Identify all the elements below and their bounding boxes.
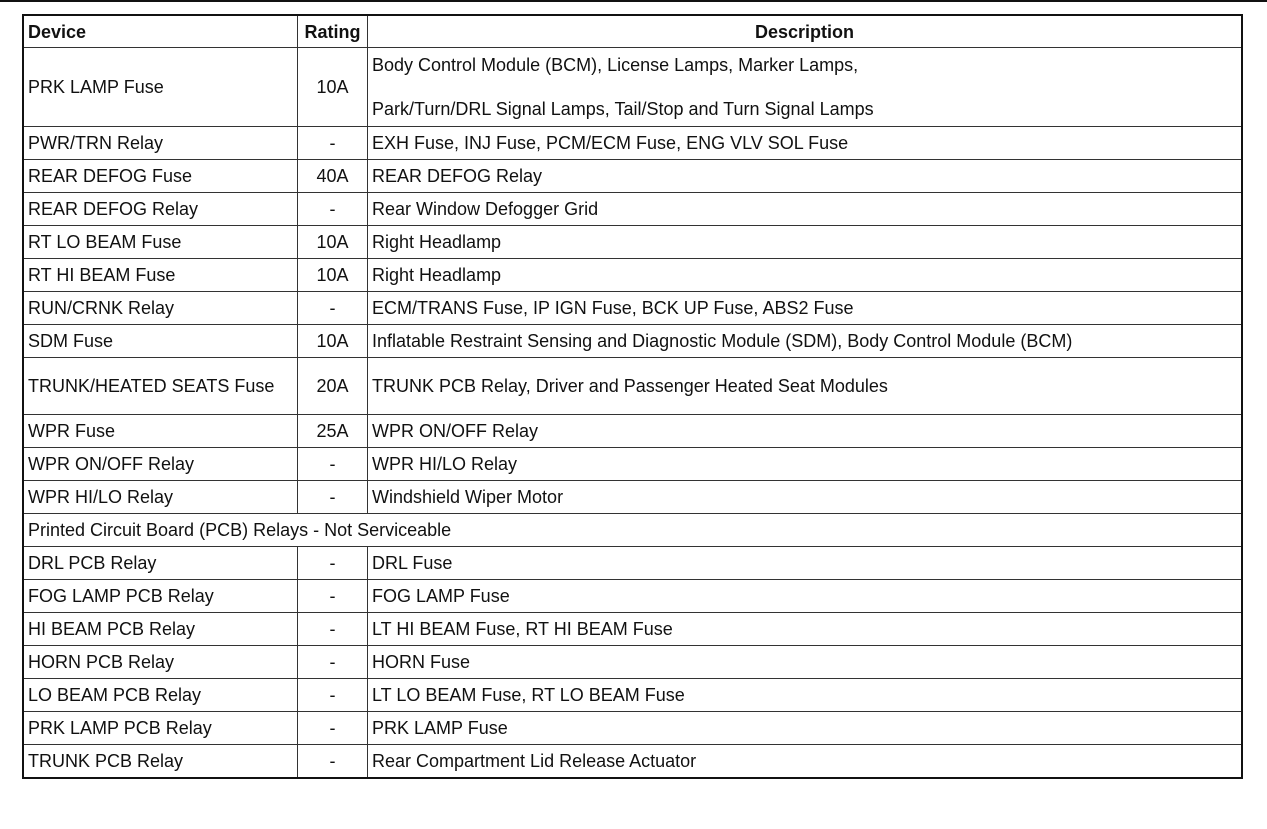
rating-cell: - [298,547,368,580]
table-body [23,48,1242,779]
description-cell: Windshield Wiper Motor [368,481,1243,514]
description-cell [368,48,1243,127]
rating-cell: 25A [298,415,368,448]
table-row [23,547,1242,580]
device-cell: HI BEAM PCB Relay [23,613,298,646]
section-heading: Printed Circuit Board (PCB) Relays - Not Serviceable [23,514,1242,547]
device-cell: TRUNK PCB Relay [23,745,298,779]
table-row [23,646,1242,679]
rating-cell: - [298,127,368,160]
rating-cell: - [298,679,368,712]
fuse-relay-table [22,14,1243,779]
header-rating: Rating [298,15,368,48]
rating-cell: 10A [298,226,368,259]
description-cell: LT HI BEAM Fuse, RT HI BEAM Fuse [368,613,1243,646]
table-row [23,259,1242,292]
description-cell: HORN Fuse [368,646,1243,679]
description-cell: WPR HI/LO Relay [368,448,1243,481]
rating-cell: - [298,292,368,325]
table-row [23,48,1242,127]
device-cell: PRK LAMP Fuse [23,48,298,127]
table-row [23,325,1242,358]
table-row [23,292,1242,325]
device-cell: RT LO BEAM Fuse [23,226,298,259]
table-row [23,226,1242,259]
header-row [23,15,1242,48]
rating-cell: 10A [298,48,368,127]
description-cell: Rear Compartment Lid Release Actuator [368,745,1243,779]
description-cell: Right Headlamp [368,259,1243,292]
section-row [23,514,1242,547]
table-row [23,193,1242,226]
device-cell: REAR DEFOG Fuse [23,160,298,193]
device-cell: WPR ON/OFF Relay [23,448,298,481]
description-cell: Rear Window Defogger Grid [368,193,1243,226]
description-cell: EXH Fuse, INJ Fuse, PCM/ECM Fuse, ENG VLV SOL Fuse [368,127,1243,160]
description-cell: FOG LAMP Fuse [368,580,1243,613]
description-cell: PRK LAMP Fuse [368,712,1243,745]
rating-cell: 20A [298,358,368,415]
rating-cell: - [298,745,368,779]
rating-cell: - [298,613,368,646]
header-description: Description [368,15,1243,48]
table-row [23,481,1242,514]
device-cell: RUN/CRNK Relay [23,292,298,325]
table-row [23,745,1242,779]
description-line: Park/Turn/DRL Signal Lamps, Tail/Stop and Turn Signal Lamps [372,99,874,119]
table-row [23,127,1242,160]
rating-cell: 40A [298,160,368,193]
table-row [23,580,1242,613]
device-cell: PWR/TRN Relay [23,127,298,160]
device-cell: PRK LAMP PCB Relay [23,712,298,745]
rating-cell: - [298,580,368,613]
table-row [23,448,1242,481]
description-cell: REAR DEFOG Relay [368,160,1243,193]
device-cell: RT HI BEAM Fuse [23,259,298,292]
table-row [23,613,1242,646]
table-row [23,679,1242,712]
description-cell: TRUNK PCB Relay, Driver and Passenger Heated Seat Modules [368,358,1243,415]
table-row [23,358,1242,415]
device-cell: HORN PCB Relay [23,646,298,679]
description-cell: Right Headlamp [368,226,1243,259]
rating-cell: - [298,448,368,481]
top-rule [0,0,1267,2]
description-cell: LT LO BEAM Fuse, RT LO BEAM Fuse [368,679,1243,712]
rating-cell: - [298,646,368,679]
device-cell: FOG LAMP PCB Relay [23,580,298,613]
description-cell: ECM/TRANS Fuse, IP IGN Fuse, BCK UP Fuse, ABS2 Fuse [368,292,1243,325]
rating-cell: - [298,481,368,514]
rating-cell: 10A [298,259,368,292]
header-device: Device [23,15,298,48]
device-cell: WPR Fuse [23,415,298,448]
table-row [23,160,1242,193]
device-cell: REAR DEFOG Relay [23,193,298,226]
device-cell: WPR HI/LO Relay [23,481,298,514]
device-cell: LO BEAM PCB Relay [23,679,298,712]
table-row [23,415,1242,448]
description-line: Body Control Module (BCM), License Lamps, Marker Lamps, [372,55,859,75]
table-row [23,712,1242,745]
device-cell: SDM Fuse [23,325,298,358]
device-cell: DRL PCB Relay [23,547,298,580]
description-cell: DRL Fuse [368,547,1243,580]
description-cell: Inflatable Restraint Sensing and Diagnostic Module (SDM), Body Control Module (BCM) [368,325,1243,358]
rating-cell: - [298,712,368,745]
device-cell: TRUNK/HEATED SEATS Fuse [23,358,298,415]
rating-cell: 10A [298,325,368,358]
description-cell: WPR ON/OFF Relay [368,415,1243,448]
rating-cell: - [298,193,368,226]
